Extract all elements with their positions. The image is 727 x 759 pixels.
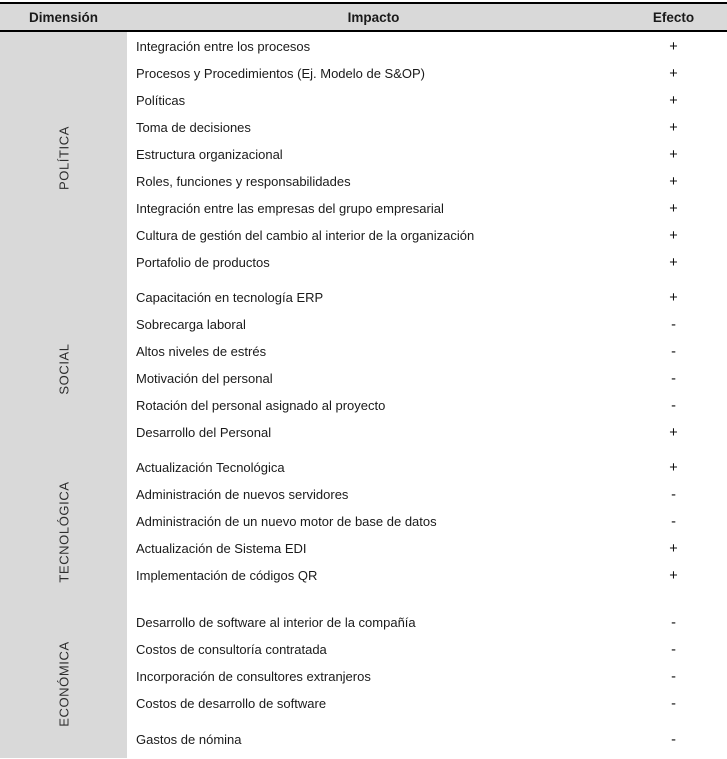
header-effect: Efecto: [652, 9, 695, 25]
table-row: [127, 508, 727, 535]
effect-value: +: [669, 540, 678, 557]
dimension-section: [0, 454, 727, 609]
table-row: [127, 726, 727, 753]
table-row: [127, 168, 727, 195]
header-impact: Impacto: [347, 9, 400, 25]
impact-label: Costos de desarrollo de software: [136, 696, 327, 711]
table-row: [127, 311, 727, 338]
impact-label: Integración entre los procesos: [136, 39, 311, 54]
table-row: [127, 392, 727, 419]
effect-value: -: [671, 641, 676, 658]
table-row: [127, 249, 727, 276]
effect-value: +: [669, 173, 678, 190]
table-row: [127, 114, 727, 141]
table-row: [127, 195, 727, 222]
table-row: [127, 284, 727, 311]
table-row: [127, 481, 727, 508]
table-row: [127, 365, 727, 392]
header-dimension: Dimensión: [28, 9, 98, 25]
table-header-row: [0, 2, 727, 32]
effect-value: +: [669, 254, 678, 271]
dimension-cell: [0, 284, 127, 454]
effect-value: -: [671, 316, 676, 333]
effect-value: +: [669, 289, 678, 306]
table-row: [127, 562, 727, 589]
dimension-label: ECONÓMICA: [56, 640, 71, 727]
impact-label: Rotación del personal asignado al proyecto: [136, 398, 386, 413]
impact-label: Integración entre las empresas del grupo empresarial: [136, 201, 444, 216]
effect-value: +: [669, 227, 678, 244]
impact-label: Administración de nuevos servidores: [136, 487, 349, 502]
impact-label: Actualización Tecnológica: [136, 460, 285, 475]
table-row: [127, 222, 727, 249]
impact-label: Estructura organizacional: [136, 147, 283, 162]
effect-value: -: [671, 668, 676, 685]
impact-label: Roles, funciones y responsabilidades: [136, 174, 351, 189]
impact-label: Políticas: [136, 93, 186, 108]
effect-value: +: [669, 92, 678, 109]
impact-label: Gastos de nómina: [136, 732, 242, 747]
impact-label: Motivación del personal: [136, 371, 273, 386]
effect-value: +: [669, 567, 678, 584]
table-row: [127, 609, 727, 636]
table-row: [127, 60, 727, 87]
impact-label: Capacitación en tecnología ERP: [136, 290, 324, 305]
effect-value: +: [669, 200, 678, 217]
impact-label: Costos de consultoría contratada: [136, 642, 327, 657]
section-rows: [127, 284, 727, 454]
section-rows: [127, 454, 727, 609]
effect-value: +: [669, 38, 678, 55]
effect-value: -: [671, 370, 676, 387]
effect-value: -: [671, 614, 676, 631]
effect-value: -: [671, 486, 676, 503]
impact-label: Desarrollo de software al interior de la compañía: [136, 615, 416, 630]
impact-label: Actualización de Sistema EDI: [136, 541, 307, 556]
table-row: [127, 419, 727, 446]
table-row: [127, 454, 727, 481]
effect-value: -: [671, 343, 676, 360]
impact-label: Toma de decisiones: [136, 120, 251, 135]
dimension-cell: [0, 454, 127, 609]
impact-label: Procesos y Procedimientos (Ej. Modelo de S&OP): [136, 66, 426, 81]
effect-value: +: [669, 424, 678, 441]
impact-label: Administración de un nuevo motor de base de datos: [136, 514, 437, 529]
table-row: [127, 338, 727, 365]
table-row: [127, 663, 727, 690]
effect-value: -: [671, 695, 676, 712]
section-rows: [127, 32, 727, 284]
impact-label: Implementación de códigos QR: [136, 568, 318, 583]
impact-label: Cultura de gestión del cambio al interior de la organización: [136, 228, 475, 243]
effect-value: +: [669, 459, 678, 476]
dimension-cell: [0, 32, 127, 284]
dimension-section: [0, 609, 727, 758]
table-row: [127, 141, 727, 168]
table-row: [127, 535, 727, 562]
table-row: [127, 690, 727, 717]
effect-value: -: [671, 513, 676, 530]
dimension-section: [0, 32, 727, 284]
impact-label: Desarrollo del Personal: [136, 425, 272, 440]
dimension-label: POLÍTICA: [56, 125, 71, 191]
dimension-label: SOCIAL: [56, 343, 71, 395]
effect-value: +: [669, 119, 678, 136]
effect-value: +: [669, 146, 678, 163]
dimension-label: TECNOLÓGICA: [56, 480, 71, 583]
effect-value: -: [671, 397, 676, 414]
impact-label: Portafolio de productos: [136, 255, 270, 270]
table-row: [127, 33, 727, 60]
impact-label: Incorporación de consultores extranjeros: [136, 669, 371, 684]
impact-label: Altos niveles de estrés: [136, 344, 267, 359]
table-row: [127, 636, 727, 663]
effect-value: +: [669, 65, 678, 82]
dimension-cell: [0, 609, 127, 758]
table-row: [127, 87, 727, 114]
effect-value: -: [671, 731, 676, 748]
table-body: [0, 32, 727, 758]
dimension-section: [0, 284, 727, 454]
impact-label: Sobrecarga laboral: [136, 317, 246, 332]
section-rows: [127, 609, 727, 758]
